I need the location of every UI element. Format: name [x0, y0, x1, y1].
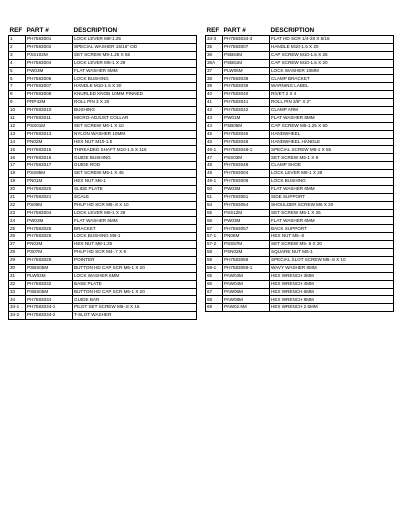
part-number-cell: PH7583008 [26, 91, 73, 99]
ref-cell: 41 [206, 99, 223, 107]
part-number-cell: PAW03M [223, 272, 270, 280]
table-row [206, 122, 394, 130]
parts-table-right [205, 26, 394, 312]
ref-cell: 15 [9, 146, 26, 154]
ref-cell: 55 [206, 209, 223, 217]
table-row [206, 146, 394, 154]
part-header: PART # [223, 26, 246, 34]
ref-cell: 24 [9, 217, 26, 225]
ref-header: REF [9, 26, 23, 34]
table-row [9, 67, 197, 75]
ref-cell: 11 [9, 114, 26, 122]
ref-cell: 4 [9, 59, 26, 67]
part-number-cell: PRP42M [26, 99, 73, 107]
ref-cell: 17 [9, 162, 26, 170]
ref-cell: 40 [206, 91, 223, 99]
table-row [206, 51, 394, 59]
ref-cell: 18 [9, 170, 26, 178]
description-cell: FLAT WASHER 8MM [270, 114, 394, 122]
table-row [206, 130, 394, 138]
part-number-cell: PH7583004 [26, 209, 73, 217]
description-header: DESCRIPTION [73, 26, 118, 34]
description-cell: FLAT WASHER 6MM [73, 67, 197, 75]
ref-cell: 29 [9, 256, 26, 264]
part-number-cell: PH7583020 [26, 185, 73, 193]
description-cell: GUIDE ROD [73, 162, 197, 170]
part-header: PART # [26, 26, 49, 34]
ref-cell: 27 [9, 241, 26, 249]
parts-list-right [206, 36, 394, 312]
table-row [9, 312, 197, 320]
part-number-cell: PH7583015 [26, 146, 73, 154]
table-row [9, 272, 197, 280]
ref-cell: 19 [9, 178, 26, 186]
description-cell: KNURLED KNOB 10MM PINNED [73, 91, 197, 99]
part-number-cell: PH7583046-1 [223, 146, 270, 154]
table-row [206, 249, 394, 257]
ref-cell: 37 [206, 67, 223, 75]
table-row [206, 288, 394, 296]
part-number-cell: PH7583046 [223, 138, 270, 146]
part-number-cell: PH7583029 [26, 256, 73, 264]
part-number-cell: PH7583002 [26, 43, 73, 51]
table-row [206, 83, 394, 91]
ref-header: REF [206, 26, 220, 34]
part-number-cell: PSBS05M [26, 264, 73, 272]
table-row [9, 130, 197, 138]
table-row [9, 43, 197, 51]
ref-cell: 3 [9, 51, 26, 59]
ref-cell: 35 [206, 43, 223, 51]
ref-cell: 25 [9, 225, 26, 233]
description-cell: LOCK BUSHING [270, 178, 394, 186]
ref-cell: 34-3 [206, 36, 223, 44]
ref-cell: 34-1 [9, 304, 26, 312]
part-number-cell: PSS12M [223, 209, 270, 217]
part-number-cell: PH7583006 [223, 178, 270, 186]
table-row [206, 225, 394, 233]
table-row [206, 154, 394, 162]
table-row [206, 272, 394, 280]
table-row [206, 138, 394, 146]
description-cell: SET SCREW M6-1 X 10 [73, 122, 197, 130]
table-row [9, 36, 197, 44]
table-row [206, 99, 394, 107]
ref-cell: 59-1 [206, 264, 223, 272]
ref-cell: 46-1 [206, 146, 223, 154]
ref-cell: 59 [206, 256, 223, 264]
part-number-cell: PN06M [223, 233, 270, 241]
part-number-cell: PW03M [26, 217, 73, 225]
part-number-cell: PSS57M [223, 241, 270, 249]
table-row [206, 107, 394, 115]
description-cell: SQUARE NUT M6-1 [270, 249, 394, 257]
part-number-cell: PH7583017 [26, 162, 73, 170]
ref-cell: 50 [206, 185, 223, 193]
header-row [9, 26, 197, 36]
table-row [9, 107, 197, 115]
description-cell: SET SCREW M6-1 X 25 [270, 209, 394, 217]
table-row [9, 193, 197, 201]
description-cell: ROLL PIN 3/8" X 2" [270, 99, 394, 107]
description-cell: HEX WRENCH 8MM [270, 296, 394, 304]
description-cell: BASE PLATE [73, 280, 197, 288]
part-number-cell: PH7583032 [26, 280, 73, 288]
part-number-cell: PN03M [26, 241, 73, 249]
part-number-cell: PSB05M [223, 122, 270, 130]
part-number-cell: PH7583025 [26, 225, 73, 233]
description-cell: POINTER [73, 256, 197, 264]
part-number-cell: PH7583004 [26, 59, 73, 67]
part-number-cell: PH7583034-3 [223, 36, 270, 44]
description-cell: THREADED SHAFT M10-1.5 X 116 [73, 146, 197, 154]
table-row [206, 43, 394, 51]
description-cell: HEX WRENCH 3MM [270, 272, 394, 280]
ref-cell: 39 [206, 83, 223, 91]
description-cell: SET SCREW M5-.8 X 20 [270, 241, 394, 249]
description-cell: ROLL PIN 3 X 20 [73, 99, 197, 107]
part-number-cell: PH7583038 [223, 75, 270, 83]
part-number-cell: PH7583034 [26, 296, 73, 304]
table-row [9, 280, 197, 288]
part-number-cell: PH7583010 [26, 107, 73, 115]
ref-cell: 46 [206, 138, 223, 146]
description-cell: SPECIAL WASHER 15/16" OD [73, 43, 197, 51]
part-number-cell: PH7583006 [26, 75, 73, 83]
parts-list-left [9, 36, 197, 320]
description-cell: BUTTON HD CAP SCR M6-1 X 20 [73, 264, 197, 272]
description-cell: FLAT WASHER 6MM [270, 185, 394, 193]
table-row [9, 170, 197, 178]
description-cell: BRACKET [73, 225, 197, 233]
description-cell: SCALE [73, 193, 197, 201]
ref-cell: 31 [9, 272, 26, 280]
ref-cell: 10 [9, 107, 26, 115]
part-number-cell: PSB64M [223, 51, 270, 59]
description-cell: T-SLOT WASHER [73, 312, 197, 320]
table-row [9, 241, 197, 249]
ref-cell: 9 [9, 99, 26, 107]
description-cell: FLAT WASHER 6MM [73, 217, 197, 225]
description-cell: CLAMP BRACKET [270, 75, 394, 83]
ref-cell: 20 [9, 185, 26, 193]
table-row [206, 280, 394, 288]
description-cell: HEX WRENCH 2.5MM [270, 304, 394, 312]
ref-cell: 13 [9, 130, 26, 138]
part-number-cell: PW03M [223, 217, 270, 225]
table-row [9, 225, 197, 233]
ref-cell: 8 [9, 91, 26, 99]
part-number-cell: PSN02M [223, 249, 270, 257]
ref-cell: 1 [9, 36, 26, 44]
ref-cell: 54 [206, 201, 223, 209]
table-row [9, 99, 197, 107]
part-number-cell: PH7583040 [223, 91, 270, 99]
part-number-cell: PAW08M [223, 296, 270, 304]
description-header: DESCRIPTION [270, 26, 315, 34]
description-cell: LOCK BUSHING M6-1 [73, 233, 197, 241]
part-number-cell: PAW06M [223, 288, 270, 296]
table-row [9, 249, 197, 257]
part-number-cell: PS09M [26, 201, 73, 209]
description-cell: SIDE SUPPORT [270, 193, 394, 201]
description-cell: BUSHING [73, 107, 197, 115]
ref-cell: 38 [206, 75, 223, 83]
description-cell: HEX NUT M8-1.25 [73, 241, 197, 249]
part-number-cell: PN01M [26, 178, 73, 186]
part-number-cell: PH7583034-1 [26, 304, 73, 312]
description-cell: PHLP HD SCR M4-.7 X 8 [73, 249, 197, 257]
ref-cell: 7 [9, 83, 26, 91]
part-number-cell: PAW02.5M [223, 304, 270, 312]
description-cell: RIVET 2 X 4 [270, 91, 394, 99]
description-cell: HEX NUT M10-1.5 [73, 138, 197, 146]
part-number-cell: PH7583001 [26, 36, 73, 44]
part-number-cell: PH7583026 [26, 233, 73, 241]
description-cell: CAP SCREW M8-1.25 X 50 [270, 122, 394, 130]
description-cell: CAP SCREW M10-1.5 X 25 [270, 51, 394, 59]
part-number-cell: PW03M [223, 185, 270, 193]
description-cell: PHLP HD SCR M5-.8 X 10 [73, 201, 197, 209]
table-row [206, 162, 394, 170]
description-cell: GUIDE BAR [73, 296, 197, 304]
part-number-cell: PH7583011 [26, 114, 73, 122]
ref-cell: 51 [206, 193, 223, 201]
table-row [206, 296, 394, 304]
part-number-cell: PH7583045 [223, 130, 270, 138]
part-number-cell: PH7583004 [223, 170, 270, 178]
description-cell: HEX WRENCH 6MM [270, 288, 394, 296]
table-row [9, 91, 197, 99]
part-number-cell: PSS01M [26, 122, 73, 130]
part-number-cell: PH7583042 [223, 107, 270, 115]
table-row [9, 209, 197, 217]
part-number-cell: PSS102M [26, 51, 73, 59]
table-row [9, 154, 197, 162]
description-cell: LOCK BUSHING [73, 75, 197, 83]
description-cell: HANDLE M10-1.5 X 20 [270, 43, 394, 51]
table-row [9, 51, 197, 59]
description-cell: SET SCREW M6-1 X 45 [73, 170, 197, 178]
part-number-cell: PH7583051 [223, 193, 270, 201]
description-cell: HANDWHEEL [270, 130, 394, 138]
ref-cell: 32 [9, 280, 26, 288]
description-cell: LOCK LEVER M8-1.25 [73, 36, 197, 44]
ref-cell: 44 [206, 122, 223, 130]
part-number-cell: PAW04M [223, 280, 270, 288]
description-cell: LOCK LEVER M6-1 X 28 [270, 170, 394, 178]
ref-cell: 56 [206, 217, 223, 225]
ref-cell: 58 [206, 249, 223, 257]
table-row [206, 75, 394, 83]
table-row [9, 217, 197, 225]
description-cell: CLAMP SHOE [270, 162, 394, 170]
table-row [9, 59, 197, 67]
ref-cell: 45 [206, 130, 223, 138]
parts-table-left [8, 26, 197, 320]
table-row [206, 91, 394, 99]
table-row [9, 256, 197, 264]
table-row [9, 122, 197, 130]
part-number-cell: PH7583007 [26, 83, 73, 91]
header-row [206, 26, 394, 36]
ref-cell: 23 [9, 209, 26, 217]
table-row [206, 256, 394, 264]
description-cell: WARNING LABEL [270, 83, 394, 91]
description-cell: LOCK LEVER M6-1 X 28 [73, 59, 197, 67]
ref-cell: 42 [206, 107, 223, 115]
ref-cell: 22 [9, 201, 26, 209]
table-row [206, 114, 394, 122]
ref-cell: 34-2 [9, 312, 26, 320]
description-cell: LOCK WASHER 6MM [73, 272, 197, 280]
table-row [206, 304, 394, 312]
table-row [9, 162, 197, 170]
ref-cell: 68 [206, 296, 223, 304]
ref-cell: 57 [206, 225, 223, 233]
description-cell: CLAMP ARM [270, 107, 394, 115]
ref-cell: 34 [9, 296, 26, 304]
part-number-cell: PH7583034-2 [26, 312, 73, 320]
description-cell: FLAT WASHER 6MM [270, 217, 394, 225]
description-cell: SPECIAL SLOT SCREW M5-.8 X 10 [270, 256, 394, 264]
part-number-cell: PW03M [26, 67, 73, 75]
ref-cell: 30 [9, 264, 26, 272]
ref-cell: 14 [9, 138, 26, 146]
part-number-cell: PLW03M [26, 272, 73, 280]
part-number-cell: PH7583021 [26, 193, 73, 201]
description-cell: SET SCREW M6-1 X 8 [270, 154, 394, 162]
part-number-cell: PW01M [223, 114, 270, 122]
table-row [206, 178, 394, 186]
part-number-cell: PSBS05M [26, 288, 73, 296]
part-number-cell: PH7583007 [223, 43, 270, 51]
part-number-cell: PN02M [26, 138, 73, 146]
table-row [9, 138, 197, 146]
description-cell: HEX NUT M6-1 [73, 178, 197, 186]
ref-cell: 67 [206, 288, 223, 296]
ref-cell: 2 [9, 43, 26, 51]
part-number-cell: PH7583016 [26, 154, 73, 162]
part-number-cell: PH7583059 [223, 256, 270, 264]
ref-cell: 69 [206, 304, 223, 312]
description-cell: WAVY WASHER 6MM [270, 264, 394, 272]
table-row [9, 83, 197, 91]
part-number-cell: PH7583048 [223, 162, 270, 170]
table-row [206, 241, 394, 249]
table-row [206, 67, 394, 75]
ref-cell: 48 [206, 162, 223, 170]
ref-cell: 57-2 [206, 241, 223, 249]
ref-cell: 57-1 [206, 233, 223, 241]
table-row [9, 304, 197, 312]
ref-cell: 28 [9, 249, 26, 257]
table-row [9, 75, 197, 83]
description-cell: HEX WRENCH 4MM [270, 280, 394, 288]
table-row [206, 170, 394, 178]
table-row [9, 185, 197, 193]
description-cell: HANDWHEEL HANDLE [270, 138, 394, 146]
table-row [9, 264, 197, 272]
table-row [9, 146, 197, 154]
table-row [206, 209, 394, 217]
part-number-cell: PH7583041 [223, 99, 270, 107]
description-cell: MICRO-ADJUST COLLAR [73, 114, 197, 122]
table-row [206, 264, 394, 272]
part-number-cell: PS07M [26, 249, 73, 257]
table-row [9, 114, 197, 122]
description-cell: HANDLE M10-1.5 X 20 [73, 83, 197, 91]
table-row [206, 59, 394, 67]
ref-cell: 26 [9, 233, 26, 241]
description-cell: PILOT SET SCREW M5-.8 X 16 [73, 304, 197, 312]
description-cell: GUIDE BUSHING [73, 154, 197, 162]
table-row [9, 233, 197, 241]
description-cell: SET SCREW M8-1.25 X 55 [73, 51, 197, 59]
description-cell: FLAT HD SCR 1/4-28 X 5/16 [270, 36, 394, 44]
table-row [206, 185, 394, 193]
description-cell: BACK SUPPORT [270, 225, 394, 233]
ref-cell: 49-1 [206, 178, 223, 186]
table-row [206, 217, 394, 225]
part-number-cell: PH7583039 [223, 83, 270, 91]
part-number-cell: PH7583057 [223, 225, 270, 233]
ref-cell: 16 [9, 154, 26, 162]
ref-cell: 47 [206, 154, 223, 162]
description-cell: CAP SCREW M10-1.5 X 20 [270, 59, 394, 67]
part-number-cell: PSS03M [223, 154, 270, 162]
ref-cell: 66 [206, 280, 223, 288]
table-row [206, 36, 394, 44]
ref-cell: 36A [206, 59, 223, 67]
part-number-cell: PSB61M [223, 59, 270, 67]
ref-cell: 43 [206, 114, 223, 122]
ref-cell: 6 [9, 75, 26, 83]
table-row [206, 193, 394, 201]
part-number-cell: PH7583054 [223, 201, 270, 209]
table-row [9, 201, 197, 209]
description-cell: NYLON WASHER 10MM [73, 130, 197, 138]
part-number-cell: PH7583013 [26, 130, 73, 138]
table-row [206, 233, 394, 241]
ref-cell: 49 [206, 170, 223, 178]
table-row [9, 178, 197, 186]
description-cell: SPECIAL SCREW M6-1 X 55 [270, 146, 394, 154]
ref-cell: 33 [9, 288, 26, 296]
description-cell: LOCK LEVER M6-1 X 28 [73, 209, 197, 217]
table-row [9, 296, 197, 304]
table-row [9, 288, 197, 296]
part-number-cell: PH7583059-1 [223, 264, 270, 272]
ref-cell: 21 [9, 193, 26, 201]
ref-cell: 5 [9, 67, 26, 75]
part-number-cell: PLW06M [223, 67, 270, 75]
table-row [206, 201, 394, 209]
ref-cell: 36 [206, 51, 223, 59]
description-cell: HEX NUT M5-.8 [270, 233, 394, 241]
part-number-cell: PSS85M [26, 170, 73, 178]
ref-cell: 65 [206, 272, 223, 280]
description-cell: BUTTON HD CAP SCR M6-1 X 20 [73, 288, 197, 296]
description-cell: SHOULDER SCREW M6 X 20 [270, 201, 394, 209]
ref-cell: 12 [9, 122, 26, 130]
description-cell: SLIDE PLATE [73, 185, 197, 193]
description-cell: LOCK WASHER 10MM [270, 67, 394, 75]
